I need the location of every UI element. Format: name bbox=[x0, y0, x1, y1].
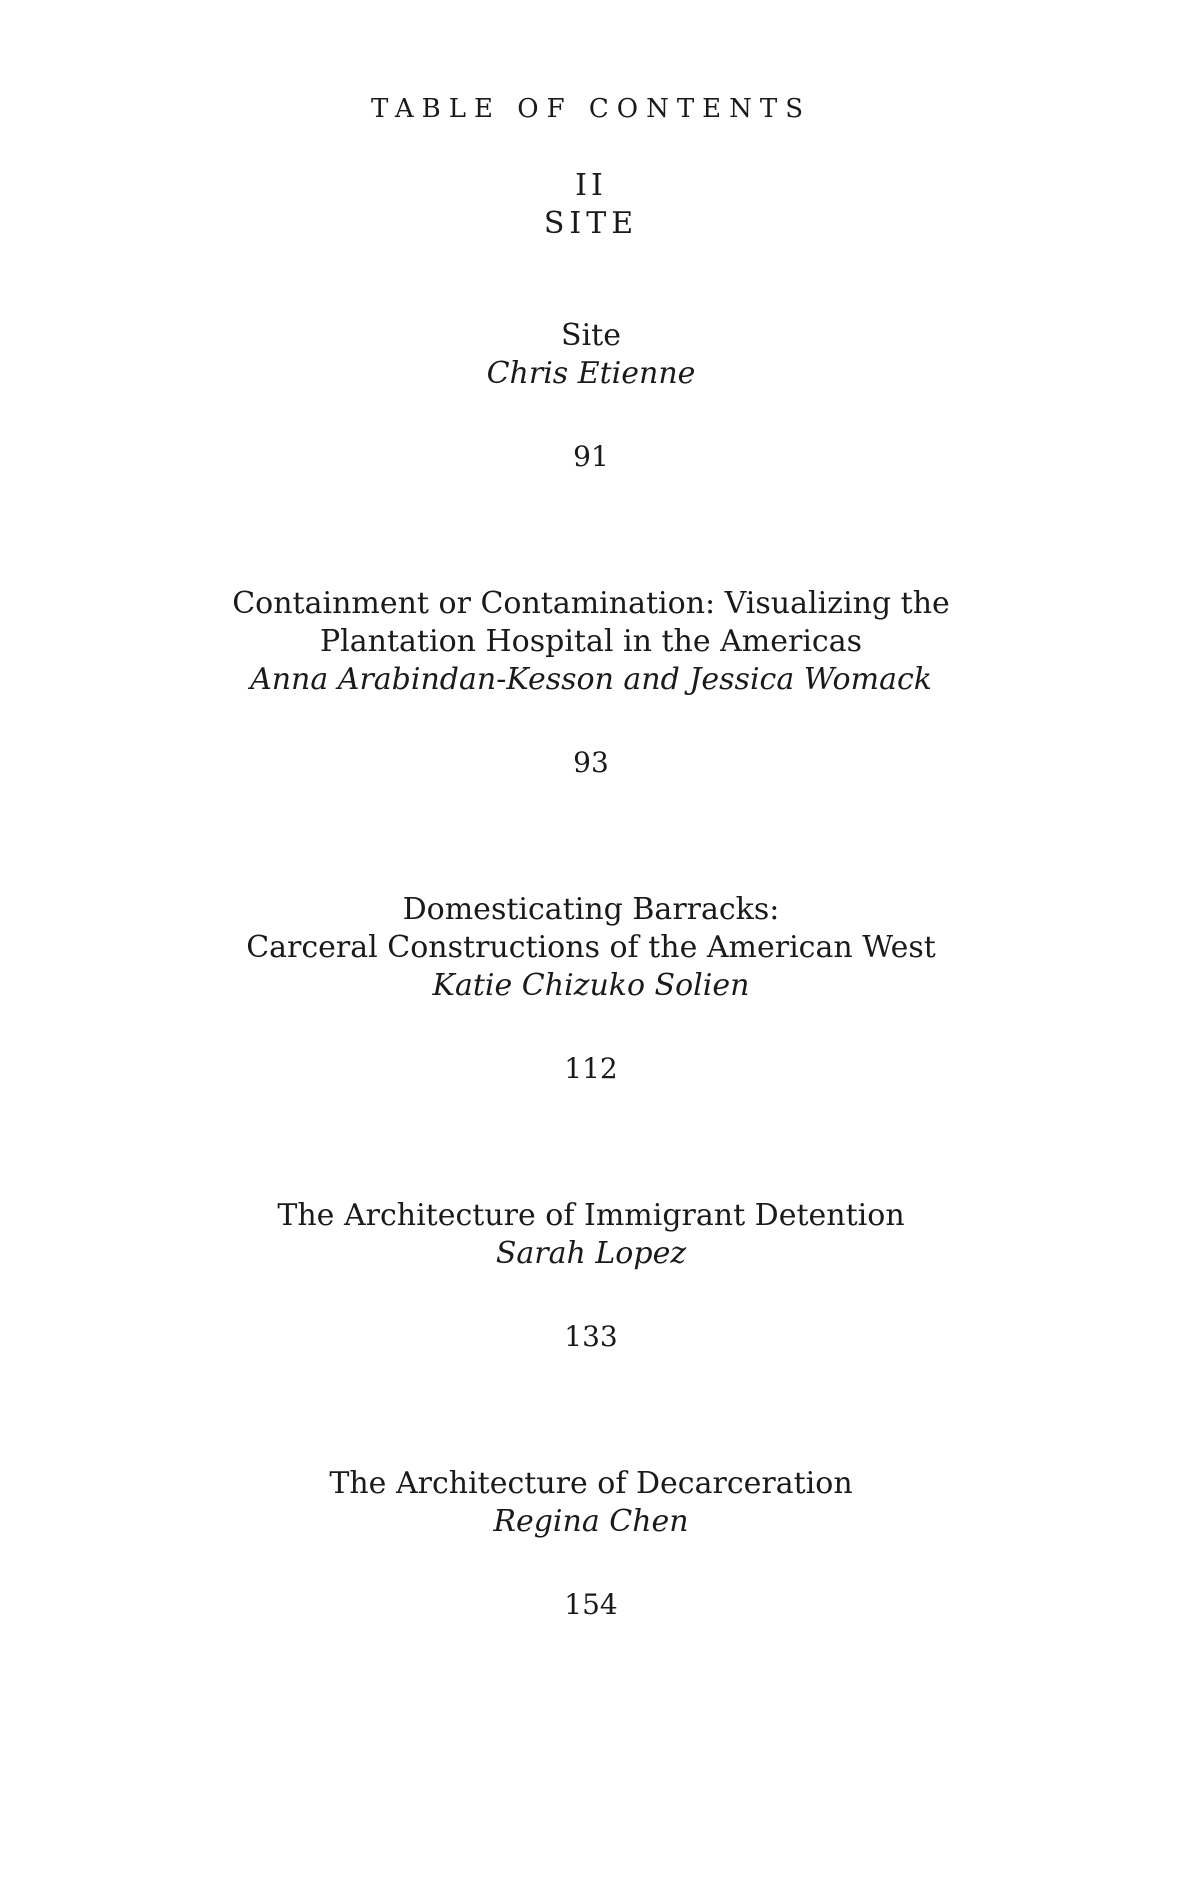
running-head: TABLE OF CONTENTS bbox=[370, 94, 812, 124]
entry-author: Katie Chizuko Solien bbox=[432, 968, 750, 1003]
entry-title-continued: Plantation Hospital in the Americas bbox=[320, 624, 862, 659]
entry-author: Regina Chen bbox=[493, 1504, 689, 1539]
entry-title: Containment or Contamination: Visualizing the bbox=[232, 586, 950, 621]
entry-title-continued: Carceral Constructions of the American West bbox=[246, 930, 936, 965]
part-title: SITE bbox=[543, 206, 639, 241]
entry-page-number: 91 bbox=[573, 440, 609, 473]
entry-author: Chris Etienne bbox=[486, 356, 696, 391]
entry-page-number: 133 bbox=[564, 1320, 618, 1353]
entry-page-number: 154 bbox=[564, 1588, 618, 1621]
entry-page-number: 93 bbox=[573, 746, 609, 779]
entry-title: Site bbox=[561, 318, 621, 353]
entry-page-number: 112 bbox=[564, 1052, 618, 1085]
entry-author: Sarah Lopez bbox=[495, 1236, 687, 1271]
part-number: II bbox=[575, 168, 607, 203]
entry-title: The Architecture of Immigrant Detention bbox=[277, 1198, 905, 1233]
entry-title: Domesticating Barracks: bbox=[402, 892, 780, 927]
entry-author: Anna Arabindan-Kesson and Jessica Womack bbox=[250, 662, 932, 697]
entry-title: The Architecture of Decarceration bbox=[329, 1466, 853, 1501]
